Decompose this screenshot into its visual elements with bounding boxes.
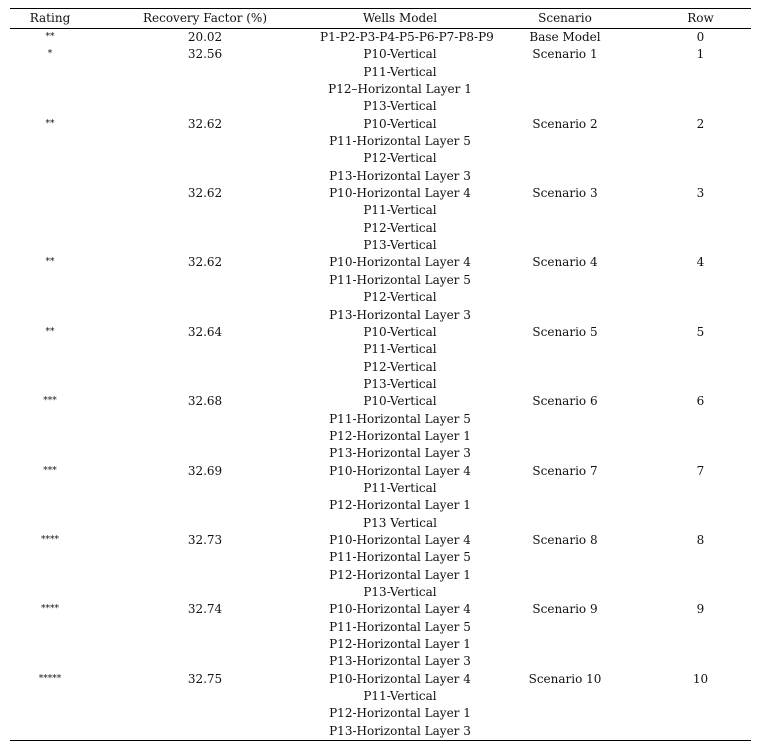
table-row	[10, 324, 751, 393]
scenarios-table	[10, 8, 751, 741]
wells-model-line: P13-Vertical	[363, 585, 437, 599]
recovery-factor-cell: 32.75	[187, 671, 223, 686]
scenario-cell: Scenario 1	[532, 47, 598, 62]
wells-model-line: P13-Vertical	[363, 99, 437, 114]
wells-model-line: P11-Vertical	[363, 203, 437, 218]
wells-model-line: P11-Vertical	[363, 342, 437, 357]
header-scenario: Scenario	[538, 11, 592, 25]
row-number-cell: 8	[696, 532, 705, 547]
recovery-factor-cell: 32.69	[187, 463, 223, 478]
wells-model-cell	[320, 46, 480, 115]
recovery-factor-cell: 20.02	[187, 30, 223, 44]
recovery-factor-cell: 32.74	[187, 602, 223, 617]
wells-model-line: P13-Horizontal Layer 3	[329, 446, 471, 461]
recovery-factor-cell: 32.62	[187, 255, 223, 270]
row-number-cell: 1	[696, 47, 705, 62]
wells-model-line: P10-Horizontal Layer 4	[329, 186, 471, 201]
wells-model-line: P12-Horizontal Layer 1	[329, 637, 471, 652]
wells-model-line: P13-Horizontal Layer 3	[329, 168, 471, 183]
wells-model-cell	[320, 463, 480, 532]
wells-model-cell	[320, 601, 480, 670]
scenario-cell: Scenario 3	[532, 186, 598, 201]
wells-model-line: P12-Horizontal Layer 1	[329, 567, 471, 582]
wells-model-line: P10-Horizontal Layer 4	[329, 463, 471, 478]
recovery-factor-cell: 32.62	[187, 116, 223, 131]
rating-cell: ***	[43, 396, 57, 407]
wells-model-line: P10-Horizontal Layer 4	[329, 671, 471, 686]
table-row	[10, 29, 751, 46]
table-row	[10, 46, 751, 115]
rating-cell: **	[45, 32, 55, 42]
wells-model-cell	[320, 532, 480, 601]
scenario-cell: Scenario 2	[532, 116, 598, 131]
wells-model-line: P12-Vertical	[363, 151, 437, 166]
row-number-cell: 6	[696, 394, 705, 409]
wells-model-line: P13 Vertical	[363, 515, 437, 530]
recovery-factor-cell: 32.73	[187, 532, 223, 547]
rating-cell: **	[45, 118, 55, 129]
header-wells-model: Wells Model	[362, 11, 438, 25]
table-row	[10, 116, 751, 185]
row-number-cell: 9	[696, 602, 705, 617]
wells-model-line: P1-P2-P3-P4-P5-P6-P7-P8-P9	[320, 30, 494, 44]
wells-model-line: P10-Horizontal Layer 4	[329, 255, 471, 270]
table-header-row	[10, 9, 751, 28]
wells-model-line: P13-Vertical	[363, 238, 437, 253]
header-row: Row	[687, 11, 714, 25]
wells-model-line: P12-Horizontal Layer 1	[329, 428, 471, 443]
header-rating: Rating	[29, 11, 71, 25]
wells-model-line: P12-Vertical	[363, 220, 437, 235]
wells-model-line: P11-Horizontal Layer 5	[329, 134, 471, 149]
wells-model-line: P12-Vertical	[363, 359, 437, 374]
wells-model-line: P10-Horizontal Layer 4	[329, 532, 471, 547]
scenario-cell: Scenario 5	[532, 324, 598, 339]
wells-model-cell	[320, 29, 494, 46]
wells-model-line: P13-Horizontal Layer 3	[329, 654, 471, 669]
recovery-factor-cell: 32.56	[187, 47, 223, 62]
wells-model-line: P11-Vertical	[363, 480, 437, 495]
table-row	[10, 671, 751, 740]
wells-model-line: P12–Horizontal Layer 1	[328, 82, 472, 97]
scenario-cell: Scenario 8	[532, 532, 598, 547]
scenario-cell: Scenario 4	[532, 255, 598, 270]
wells-model-line: P13-Vertical	[363, 376, 437, 391]
wells-model-line: P11-Vertical	[363, 64, 437, 79]
wells-model-line: P12-Vertical	[363, 290, 437, 305]
scenario-cell: Scenario 7	[532, 463, 598, 478]
table-bottom-rule	[10, 740, 751, 741]
wells-model-line: P12-Horizontal Layer 1	[329, 498, 471, 513]
row-number-cell: 4	[696, 255, 705, 270]
rating-cell: ****	[41, 604, 59, 615]
row-number-cell: 7	[696, 463, 705, 478]
wells-model-line: P11-Horizontal Layer 5	[329, 619, 471, 634]
table-row	[10, 463, 751, 532]
recovery-factor-cell: 32.64	[187, 324, 223, 339]
wells-model-line: P11-Horizontal Layer 5	[329, 411, 471, 426]
wells-model-cell	[320, 254, 480, 323]
wells-model-line: P11-Horizontal Layer 5	[329, 272, 471, 287]
wells-model-line: P10-Vertical	[363, 47, 437, 62]
table-row	[10, 254, 751, 323]
rating-cell: *	[47, 49, 53, 60]
table-row	[10, 393, 751, 462]
row-number-cell: 3	[696, 186, 705, 201]
table-row	[10, 532, 751, 601]
table-body	[10, 29, 751, 740]
wells-model-cell	[320, 185, 480, 254]
wells-model-line: P11-Vertical	[363, 689, 437, 704]
table-row	[10, 601, 751, 670]
recovery-factor-cell: 32.68	[187, 394, 223, 409]
wells-model-line: P13-Horizontal Layer 3	[329, 723, 471, 738]
rating-cell: **	[45, 257, 55, 268]
rating-cell	[10, 185, 90, 254]
wells-model-line: P12-Horizontal Layer 1	[329, 706, 471, 721]
scenario-cell: Scenario 6	[532, 394, 598, 409]
row-number-cell: 0	[696, 30, 705, 44]
wells-model-line: P10-Horizontal Layer 4	[329, 602, 471, 617]
wells-model-cell	[320, 116, 480, 185]
row-number-cell: 10	[692, 671, 709, 686]
wells-model-line: P10-Vertical	[363, 116, 437, 131]
rating-cell: ****	[41, 534, 59, 545]
rating-cell: ***	[43, 465, 57, 476]
rating-cell: **	[45, 326, 55, 337]
table-row	[10, 185, 751, 254]
recovery-factor-cell: 32.62	[187, 186, 223, 201]
scenario-cell: Scenario 10	[528, 671, 602, 686]
wells-model-cell	[320, 393, 480, 462]
wells-model-line: P10-Vertical	[363, 394, 437, 409]
scenario-cell: Base Model	[529, 30, 601, 44]
wells-model-line: P13-Horizontal Layer 3	[329, 307, 471, 322]
rating-cell: *****	[38, 673, 62, 684]
wells-model-line: P10-Vertical	[363, 324, 437, 339]
wells-model-cell	[320, 671, 480, 740]
row-number-cell: 2	[696, 116, 705, 131]
scenario-cell: Scenario 9	[532, 602, 598, 617]
row-number-cell: 5	[696, 324, 705, 339]
wells-model-cell	[320, 324, 480, 393]
wells-model-line: P11-Horizontal Layer 5	[329, 550, 471, 565]
header-recovery-factor: Recovery Factor (%)	[142, 11, 268, 25]
